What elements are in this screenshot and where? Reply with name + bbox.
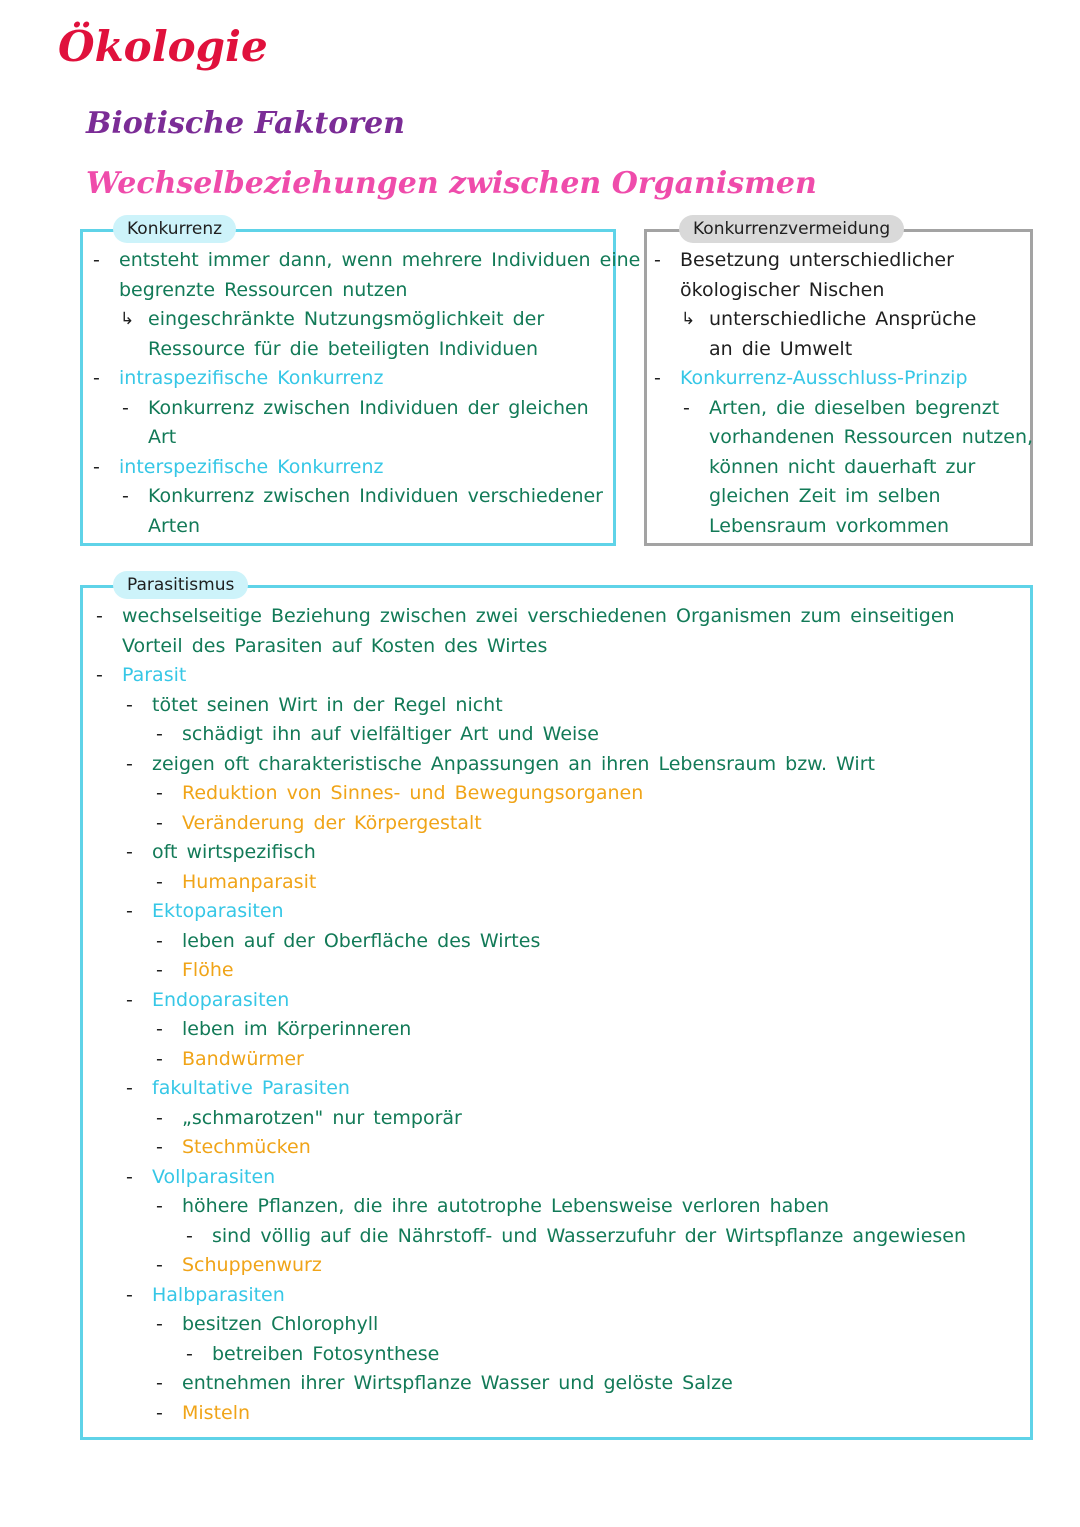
list-item: - Parasit [122, 661, 966, 691]
list-item: - leben auf der Oberfläche des Wirtes [182, 927, 966, 957]
list-item: Ressource für die beteiligten Individuen [148, 337, 539, 360]
konkurrenz-box [80, 219, 641, 546]
list-item: ökologischer Nischen [680, 278, 885, 301]
list-item: - Vollparasiten [152, 1163, 966, 1193]
list-item: - betreiben Fotosynthese [212, 1340, 966, 1370]
list-item: - Bandwürmer [182, 1045, 966, 1075]
list-item: - „schmarotzen" nur temporär [182, 1104, 966, 1134]
konkurrenz-label: Konkurrenz [113, 215, 236, 243]
list-item: Arten [148, 514, 200, 537]
list-item: - besitzen Chlorophyll [182, 1310, 966, 1340]
konkurrenzvermeidung-label: Konkurrenzvermeidung [679, 215, 904, 243]
list-item: - Misteln [182, 1399, 966, 1429]
subtitle-biotische-faktoren: Biotische Faktoren [86, 106, 405, 141]
list-item: - Veränderung der Körpergestalt [182, 809, 966, 839]
parasitismus-label: Parasitismus [113, 571, 248, 599]
list-item: - Konkurrenz zwischen Individuen verschiedener [148, 482, 640, 512]
list-item: - entnehmen ihrer Wirtspflanze Wasser und gelöste Salze [182, 1369, 966, 1399]
konkurrenz-list [83, 246, 640, 541]
list-item: - Flöhe [182, 956, 966, 986]
list-item: - Konkurrenz zwischen Individuen der gleichen [148, 394, 640, 424]
list-item: - sind völlig auf die Nährstoff- und Wasserzufuhr der Wirtspflanze angewiesen [212, 1222, 966, 1252]
list-item: - Stechmücken [182, 1133, 966, 1163]
list-item: gleichen Zeit im selben [709, 485, 941, 507]
list-item: können nicht dauerhaft zur [709, 455, 976, 478]
section-heading: Wechselbeziehungen zwischen Organismen [86, 166, 817, 201]
konkurrenzvermeidung-list [647, 246, 1033, 541]
list-item: ↳ unterschiedliche Ansprüche [709, 305, 1033, 335]
list-item: - Endoparasiten [152, 986, 966, 1016]
list-item: - schädigt ihn auf vielfältiger Art und Weise [182, 720, 966, 750]
page-title: Ökologie [58, 22, 268, 71]
list-item: - zeigen oft charakteristische Anpassungen an ihren Lebensraum bzw. Wirt [152, 750, 966, 780]
list-item: - Halbparasiten [152, 1281, 966, 1311]
list-item: Lebensraum vorkommen [709, 514, 950, 537]
list-item: - interspezifische Konkurrenz [119, 453, 640, 483]
list-item: - intraspezifische Konkurrenz [119, 364, 640, 394]
list-item: - Besetzung unterschiedlicher [680, 246, 1033, 276]
list-item: - Ektoparasiten [152, 897, 966, 927]
list-item: - fakultative Parasiten [152, 1074, 966, 1104]
list-item: ↳ eingeschränkte Nutzungsmöglichkeit der [148, 305, 640, 335]
list-item: - oft wirtspezifisch [152, 838, 966, 868]
parasitismus-box [80, 575, 1033, 1440]
list-item: - Schuppenwurz [182, 1251, 966, 1281]
list-item: - entsteht immer dann, wenn mehrere Individuen eine [119, 246, 640, 276]
list-item: - leben im Körperinneren [182, 1015, 966, 1045]
list-item: - tötet seinen Wirt in der Regel nicht [152, 691, 966, 721]
list-item: Art [148, 426, 177, 448]
list-item: - Konkurrenz-Ausschluss-Prinzip [680, 364, 1033, 394]
list-item: Vorteil des Parasiten auf Kosten des Wirtes [122, 634, 548, 657]
list-item: - Arten, die dieselben begrenzt [709, 394, 1033, 424]
list-item: begrenzte Ressourcen nutzen [119, 278, 408, 301]
list-item: - höhere Pflanzen, die ihre autotrophe Lebensweise verloren haben [182, 1192, 966, 1222]
parasitismus-list [83, 602, 966, 1428]
list-item: an die Umwelt [709, 337, 853, 360]
list-item: - Reduktion von Sinnes- und Bewegungsorganen [182, 779, 966, 809]
konkurrenzvermeidung-box [644, 219, 1034, 546]
list-item: - Humanparasit [182, 868, 966, 898]
list-item: - wechselseitige Beziehung zwischen zwei verschiedenen Organismen zum einseitigen [122, 602, 966, 632]
list-item: vorhandenen Ressourcen nutzen, [709, 426, 1034, 448]
